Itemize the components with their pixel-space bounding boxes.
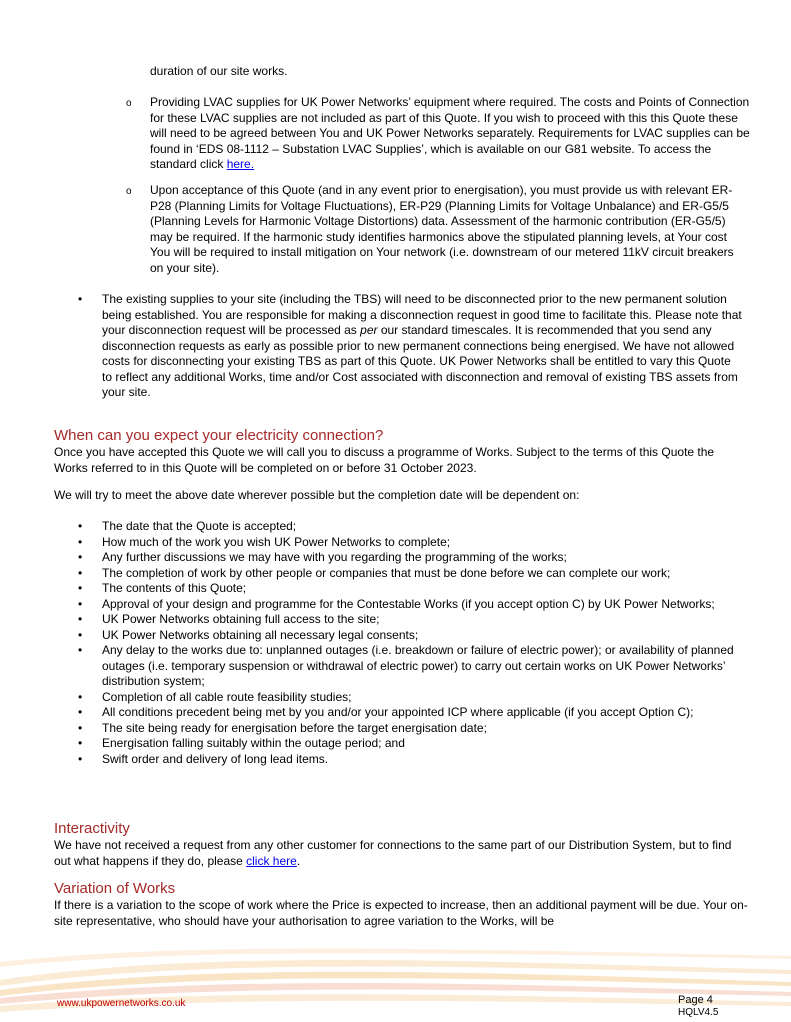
interactivity-paragraph: [54, 838, 749, 869]
dependency-list: [78, 519, 748, 767]
list-item-text: The date that the Quote is accepted;: [102, 519, 297, 533]
list-item: [78, 519, 748, 535]
bullet-dot: •: [78, 292, 83, 306]
list-item-text: Approval of your design and programme for the Contestable Works (if you accept option C) by UK Power Networks;: [102, 596, 715, 611]
bullet-dot: •: [78, 596, 83, 611]
bullet-dot: •: [78, 689, 83, 704]
list-item-text: Any delay to the works due to: unplanned outages (i.e. breakdown or failure of electric power); or availability of planned outages (i.e. temporary suspension or withdrawal of electric power) to carry out certain works on UK Power Networks’ distribution system;: [102, 643, 734, 688]
bullet-dot: •: [78, 720, 83, 735]
variation-paragraph: If there is a variation to the scope of work where the Price is expected to increase, then an additional payment will be due. Your on-site representative, who should have your authorisation to agree variation to the Works, will be: [54, 898, 748, 928]
existing-supplies-text-2: our standard timescales. It is recommended that you send any disconnection requests as early as possible prior to new permanent connections being energised. We have not allowed costs for disconnecting your existing TBS as part of this Quote. UK Power Networks shall be entitled to vary this Quote to reflect any additional Works, time and/or Cost associated with disconnection and removal of existing TBS assets from your site.: [102, 323, 738, 399]
footer-website-link[interactable]: www.ukpowernetworks.co.uk: [57, 998, 186, 1009]
list-item: [78, 736, 748, 752]
subitem-lvac-supplies: [150, 95, 750, 173]
list-item: [78, 597, 748, 613]
variation-heading: Variation of Works: [54, 880, 176, 897]
list-item-text: Completion of all cable route feasibility studies;: [102, 689, 352, 704]
list-item: [78, 643, 748, 690]
interactivity-text: We have not received a request from any other customer for connections to the same part of our Distribution System, but to find out what happens if they do, please: [54, 838, 732, 868]
list-item-text: Energisation falling suitably within the outage period; and: [102, 736, 405, 750]
list-item: [78, 752, 748, 768]
list-item: [78, 612, 748, 628]
bullet-dot: •: [78, 736, 83, 750]
bullet-dot: •: [78, 627, 83, 642]
existing-supplies-text-1: The existing supplies to your site (including the TBS) will need to be disconnected prior to the new permanent solution being established. You are responsible for making a disconnection request in good time to facilitate this. Please note that your disconnection request will be processed as: [102, 292, 742, 337]
list-item: [78, 550, 748, 566]
interactivity-click-here-link[interactable]: click here: [246, 853, 297, 868]
bullet-dot: •: [78, 550, 83, 564]
list-item: [78, 581, 748, 597]
list-item-text: Swift order and delivery of long lead items.: [102, 751, 329, 766]
bullet-dot: •: [78, 565, 83, 580]
list-item-text: All conditions precedent being met by you and/or your appointed ICP where applicable (if you accept Option C);: [102, 705, 694, 719]
bullet-dot: •: [78, 519, 83, 533]
footer-version: HQLV4.5: [678, 1007, 719, 1018]
list-item: [78, 628, 748, 644]
subitem-harmonic-data: Upon acceptance of this Quote (and in any event prior to energisation), you must provide us with relevant ER-P28 (Planning Limits for Voltage Fluctuations), ER-P29 (Planning Limits for Voltage Unbalance) and ER-G5/5 (Planning Levels for Harmonic Voltage Distortions) data. Assessment of the harmonic contribution (ER-G5/5) may be required. If the harmonic study identifies harmonics above the stipulated planning levels, at Your cost You will be required to install mitigation on Your network (i.e. downstream of our metered 11kV circuit breakers on your site).: [150, 183, 734, 275]
interactivity-tail: .: [296, 853, 301, 868]
bullet-dot: •: [78, 581, 83, 595]
footer-page-number: Page 4: [678, 994, 713, 1006]
list-item: [78, 535, 748, 551]
bullet-dot: •: [78, 612, 83, 626]
bullet-dot: •: [78, 705, 83, 719]
sub-bullet-marker: o: [126, 186, 132, 197]
subitem-continuation: duration of our site works.: [150, 64, 288, 78]
connection-dependency: We will try to meet the above date wherever possible but the completion date will be dependent on:: [54, 488, 580, 502]
bullet-dot: •: [78, 534, 83, 549]
list-item-text: How much of the work you wish UK Power Networks to complete;: [102, 534, 451, 549]
list-item-text: UK Power Networks obtaining all necessary legal consents;: [102, 627, 419, 642]
bullet-dot: •: [78, 751, 83, 766]
list-item-text: The contents of this Quote;: [102, 581, 247, 595]
existing-supplies-emphasis: per: [360, 323, 378, 337]
list-item: [78, 721, 748, 737]
list-item-text: Any further discussions we may have with you regarding the programming of the works;: [102, 550, 567, 564]
list-item-text: The site being ready for energisation before the target energisation date;: [102, 720, 487, 735]
list-item: [78, 690, 748, 706]
list-item: [78, 566, 748, 582]
list-item: [78, 705, 748, 721]
bullet-dot: •: [78, 643, 83, 657]
sub-bullet-marker: o: [126, 98, 132, 109]
list-item-text: UK Power Networks obtaining full access to the site;: [102, 612, 380, 626]
list-item-text: The completion of work by other people or companies that must be done before we can complete our work;: [102, 565, 671, 580]
lvac-standard-link[interactable]: here.: [226, 157, 255, 171]
connection-heading: When can you expect your electricity connection?: [54, 427, 384, 444]
interactivity-heading: Interactivity: [54, 820, 130, 837]
existing-supplies-bullet: [102, 292, 744, 401]
connection-intro: Once you have accepted this Quote we will call you to discuss a programme of Works. Subject to the terms of this Quote the Works referred to in this Quote will be completed on or before 31 October 2023.: [54, 445, 715, 475]
subitem-lvac-text: Providing LVAC supplies for UK Power Networks’ equipment where required. The costs and Points of Connection for these LVAC supplies are not included as part of this Quote. If you wish to proceed with this this Quote these will need to be agreed between You and UK Power Networks separately. Requirements for LVAC supplies can be found in ‘EDS 08-1112 – Substation LVAC Supplies’, which is available on our G81 website. To access the standard click: [150, 95, 750, 171]
